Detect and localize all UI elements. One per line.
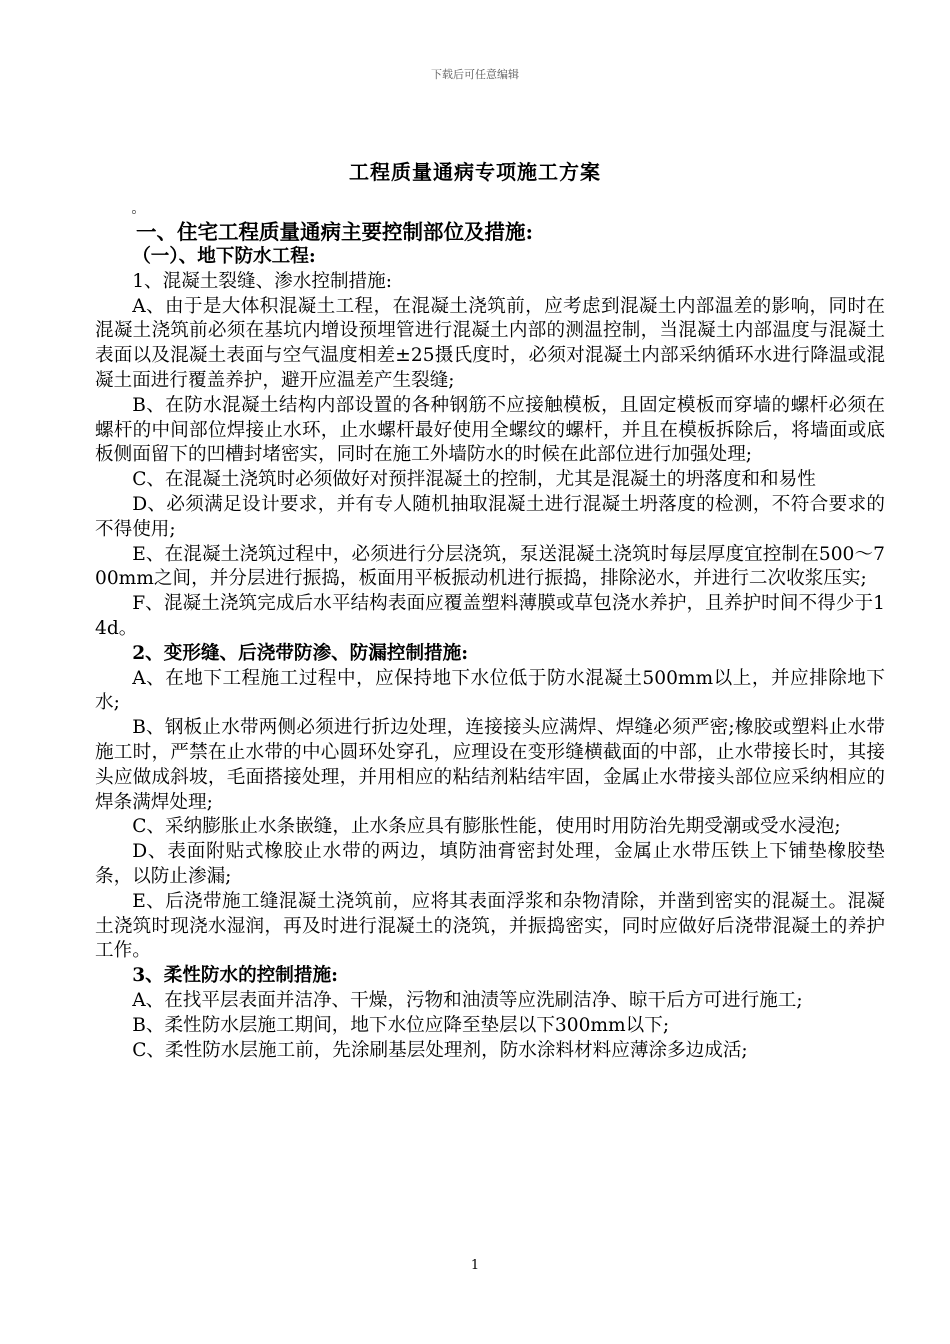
header-note: 下载后可任意编辑 [431,68,519,81]
body-paragraph: D、必须满足设计要求，并有专人随机抽取混凝土进行混凝土坍落度的检测，不符合要求的不得使用; [95,493,885,540]
body-paragraph: C、柔性防水层施工前，先涂刷基层处理剂，防水涂料材料应薄涂多边成活; [132,1039,748,1061]
document-body [95,198,885,1063]
body-paragraph: B、钢板止水带两侧必须进行折边处理，连接接头应满焊、焊缝必须严密;橡胶或塑料止水带施工时，严禁在止水带的中心圆环处穿孔，应理设在变形缝横截面的中部，止水带接长时，其接头应做成斜坡，毛面搭接处理，并用相应的粘结剂粘结牢固，金属止水带接头部位应采纳相应的焊条满焊处理; [95,717,885,813]
body-paragraph: A、在找平层表面并洁净、干燥，污物和油渍等应洗刷洁净、晾干后方可进行施工; [132,989,803,1011]
section-heading: 一、住宅工程质量通病主要控制部位及措施: [136,220,534,244]
body-paragraph: E、在混凝土浇筑过程中，必须进行分层浇筑，泵送混凝土浇筑时每层厚度宜控制在500～700mm之间，并分层进行振捣，板面用平板振动机进行振捣，排除泌水，并进行二次收浆压实; [95,543,885,590]
body-paragraph: D、表面附贴式橡胶止水带的两边，填防油膏密封处理，金属止水带压铁上下铺垫橡胶垫条，以防止渗漏; [95,841,885,887]
body-paragraph: B、柔性防水层施工期间，地下水位应降至垫层以下300mm以下; [132,1014,670,1036]
body-paragraph: B、在防水混凝土结构内部设置的各种钢筋不应接触模板，且固定模板而穿墙的螺杆必须在螺杆的中间部位焊接止水环，止水螺杆最好使用全螺纹的螺杆，并且在模板拆除后，将墙面或底板侧面留下的凹槽封堵密实，同时在施工外墙防水的时候在此部位进行加强处理; [95,394,885,466]
body-paragraph: F、混凝土浇筑完成后水平结构表面应覆盖塑料薄膜或草包浇水养护，且养护时间不得少于14d。 [95,593,885,639]
item-heading: 1、混凝土裂缝、渗水控制措施: [132,270,393,292]
body-paragraph: 。 [131,201,146,217]
body-paragraph: A、由于是大体积混凝土工程，在混凝土浇筑前，应考虑到混凝土内部温差的影响，同时在混凝土浇筑前必须在基坑内增设预埋管进行混凝土内部的测温控制，当混凝土内部温度与混凝土表面以及混凝土表面与空气温度相差±25摄氏度时，必须对混凝土内部采纳循环水进行降温或混凝土面进行覆盖养护，避开应温差产生裂缝; [95,295,885,391]
subsection-heading: （一）、地下防水工程: [132,246,316,267]
page-number: 1 [470,1258,480,1273]
body-paragraph: E、后浇带施工缝混凝土浇筑前，应将其表面浮浆和杂物清除，并凿到密实的混凝土。混凝土浇筑时现浇水湿润，再及时进行混凝土的浇筑，并振捣密实，同时应做好后浇带混凝土的养护工作。 [95,890,885,962]
item-heading: 3、柔性防水的控制措施: [132,965,338,987]
body-paragraph: A、在地下工程施工过程中，应保持地下水位低于防水混凝土500mm以上，并应排除地下水; [95,667,885,714]
body-paragraph: C、在混凝土浇筑时必须做好对预拌混凝土的控制，尤其是混凝土的坍落度和和易性 [132,469,816,491]
item-heading: 2、变形缝、后浇带防渗、防漏控制措施: [132,642,469,664]
body-paragraph: C、采纳膨胀止水条嵌缝，止水条应具有膨胀性能，使用时用防治先期受潮或受水浸泡; [132,816,841,838]
document-title: 工程质量通病专项施工方案 [349,160,601,184]
